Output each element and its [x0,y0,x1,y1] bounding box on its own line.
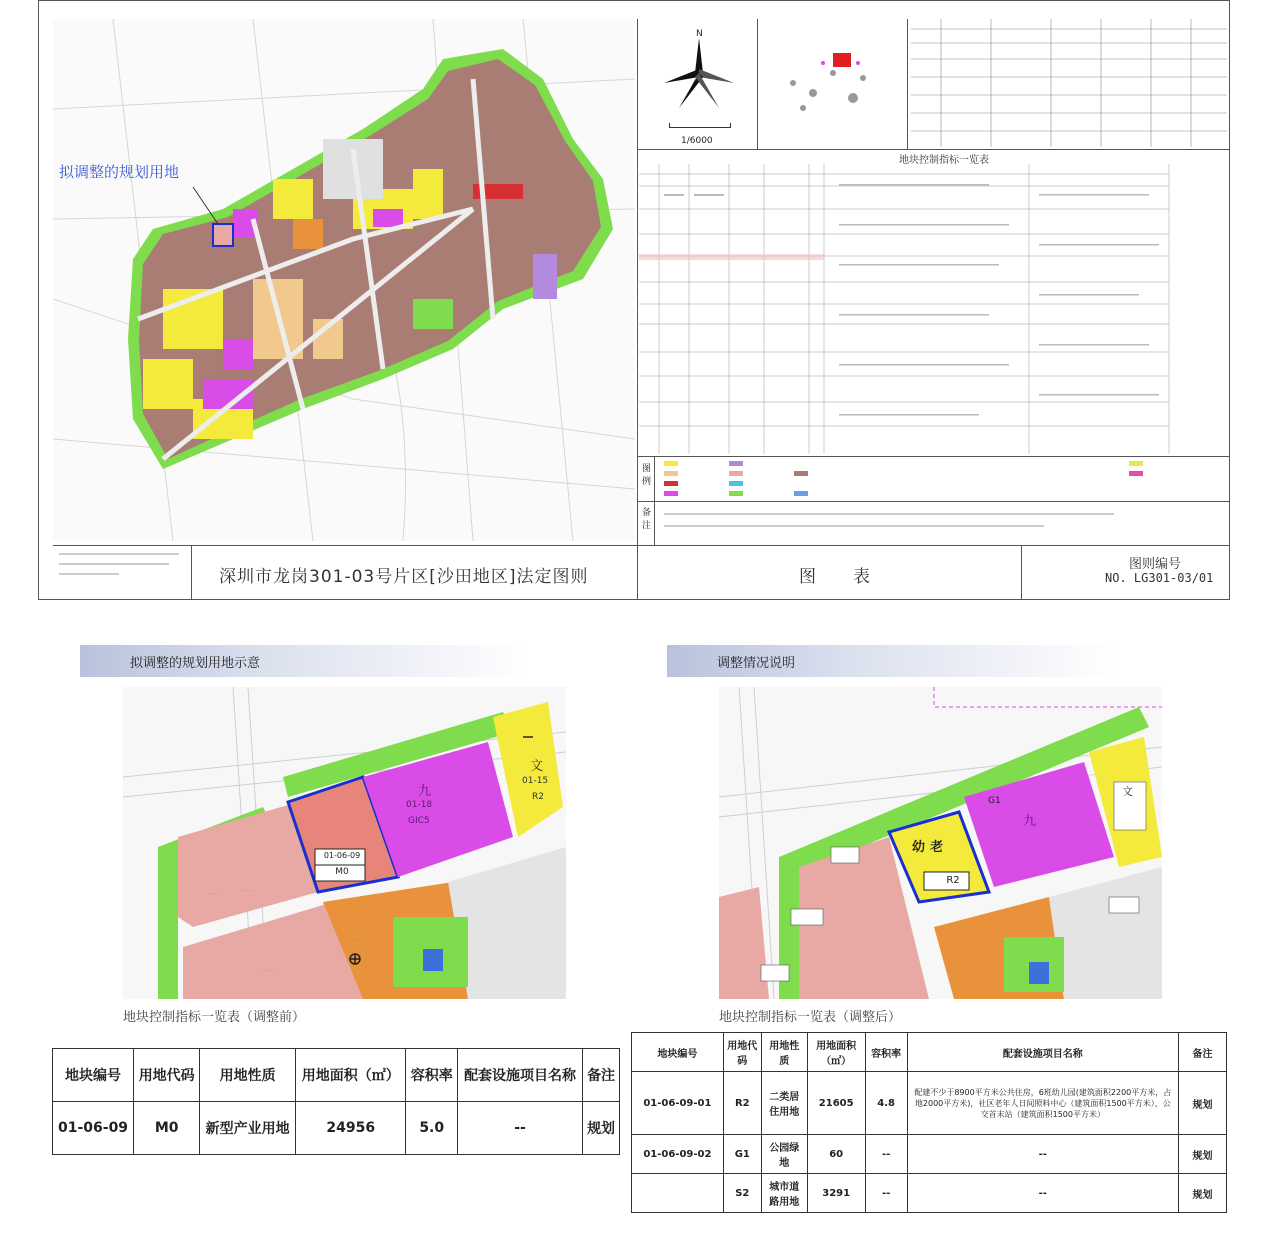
location-minimap [763,23,903,143]
svg-text:· · · ·: · · · · [263,968,275,974]
svg-text:· · · ·: · · · · [241,888,253,894]
table-cell: -- [865,1174,907,1213]
table-cell: 60 [807,1135,865,1174]
planning-drawing-sheet [38,0,1230,600]
before-map [123,687,566,999]
table-cell: 21605 [807,1072,865,1135]
table-cell: M0 [134,1102,200,1155]
after-index-table [631,1032,1227,1213]
table-cell: 3291 [807,1174,865,1213]
table-header: 用地代码 [723,1033,761,1072]
table-cell: -- [865,1135,907,1174]
index-table-main [639,164,1229,454]
legend-label: 图例 [642,464,652,487]
table-header: 用地面积（㎡） [807,1033,865,1072]
table-row [632,1174,1227,1213]
scale-bar [669,123,731,128]
table-header: 容积率 [865,1033,907,1072]
before-index-table [52,1048,620,1155]
table-cell: 01-06-09-01 [632,1072,724,1135]
north-label: N [696,29,703,39]
table-cell: 01-06-09-02 [632,1135,724,1174]
before-table-caption: 地块控制指标一览表（调整前） [123,1010,306,1025]
table-cell: 城市道路用地 [761,1174,807,1213]
table-cell: -- [907,1135,1178,1174]
scale-text: 1/6000 [681,136,713,146]
table-cell: -- [457,1102,582,1155]
before-nine-label: 九 [418,784,432,799]
table-cell: G1 [723,1135,761,1174]
index-table-upper [911,19,1227,147]
after-table-caption: 地块控制指标一览表（调整后） [719,1010,902,1025]
after-section-title: 调整情况说明 [717,655,796,671]
north-arrow-icon [659,33,739,113]
before-plot-id: 01-06-09 [323,851,361,860]
table-header: 配套设施项目名称 [907,1033,1178,1072]
before-section-header [80,645,530,677]
table-header: 配套设施项目名称 [457,1049,582,1102]
table-cell: 规划 [1179,1072,1227,1135]
after-g1-label: G1 [988,796,1001,806]
before-wen-label: 文 [530,759,544,774]
table-header: 备注 [583,1049,620,1102]
table-cell: 规划 [583,1102,620,1155]
before-wen-id: 01-15 [522,776,549,786]
table-cell [632,1174,724,1213]
map-adjustment-label: 拟调整的规划用地 [59,163,180,181]
before-plot-code: M0 [335,867,349,877]
svg-text:· · · ·: · · · · [208,891,220,897]
before-section-title: 拟调整的规划用地示意 [130,655,261,671]
svg-text:· · · ·: · · · · [353,938,365,944]
table-cell: 新型产业用地 [200,1102,296,1155]
sheet-title: 深圳市龙岗301-03号片区[沙田地区]法定图则 [219,567,589,587]
table-cell: R2 [723,1072,761,1135]
after-kindergarten-label: 幼 [912,840,926,855]
after-wen-label: 文 [1122,785,1133,798]
table-cell: S2 [723,1174,761,1213]
table-header: 地块编号 [53,1049,134,1102]
table-cell: 规划 [1179,1135,1227,1174]
chart-label: 图 表 [799,567,871,587]
table-cell: 24956 [296,1102,406,1155]
after-nine-label: 九 [1023,814,1037,829]
table-cell: 规划 [1179,1174,1227,1213]
table-cell: 配建不少于8900平方米公共住房，6班幼儿园(建筑面积2200平方米，占地2000平方米)，社区老年人日间照料中心（建筑面积1500平方米），公交首末站（建筑面积1500平方米） [907,1072,1178,1135]
before-nine-code: GIC5 [408,816,430,826]
table-header: 用地面积（㎡） [296,1049,406,1102]
table-header: 容积率 [406,1049,458,1102]
before-wen-code: R2 [532,792,544,802]
table-header: 用地性质 [200,1049,296,1102]
legend [659,459,1224,499]
table-header: 备注 [1179,1033,1227,1072]
table-cell: -- [907,1174,1178,1213]
after-elderly-label: 老 [930,840,944,855]
table-cell: 公园绿地 [761,1135,807,1174]
notes-label: 备注 [642,508,652,531]
table-header: 地块编号 [632,1033,724,1072]
table-row [53,1102,620,1155]
index-table-title: 地块控制指标一览表 [899,155,989,166]
drawing-number-label: 图则编号 [1129,557,1182,572]
drawing-number: NO. LG301-03/01 [1105,571,1214,585]
table-cell: 4.8 [865,1072,907,1135]
table-cell: 5.0 [406,1102,458,1155]
table-cell: 二类居住用地 [761,1072,807,1135]
after-section-header [667,645,1117,677]
table-row [632,1072,1227,1135]
after-plot-code: R2 [946,875,960,886]
table-header: 用地代码 [134,1049,200,1102]
table-row [632,1135,1227,1174]
table-cell: 01-06-09 [53,1102,134,1155]
before-nine-id: 01-18 [406,800,433,810]
zoning-map [53,19,635,541]
table-header: 用地性质 [761,1033,807,1072]
